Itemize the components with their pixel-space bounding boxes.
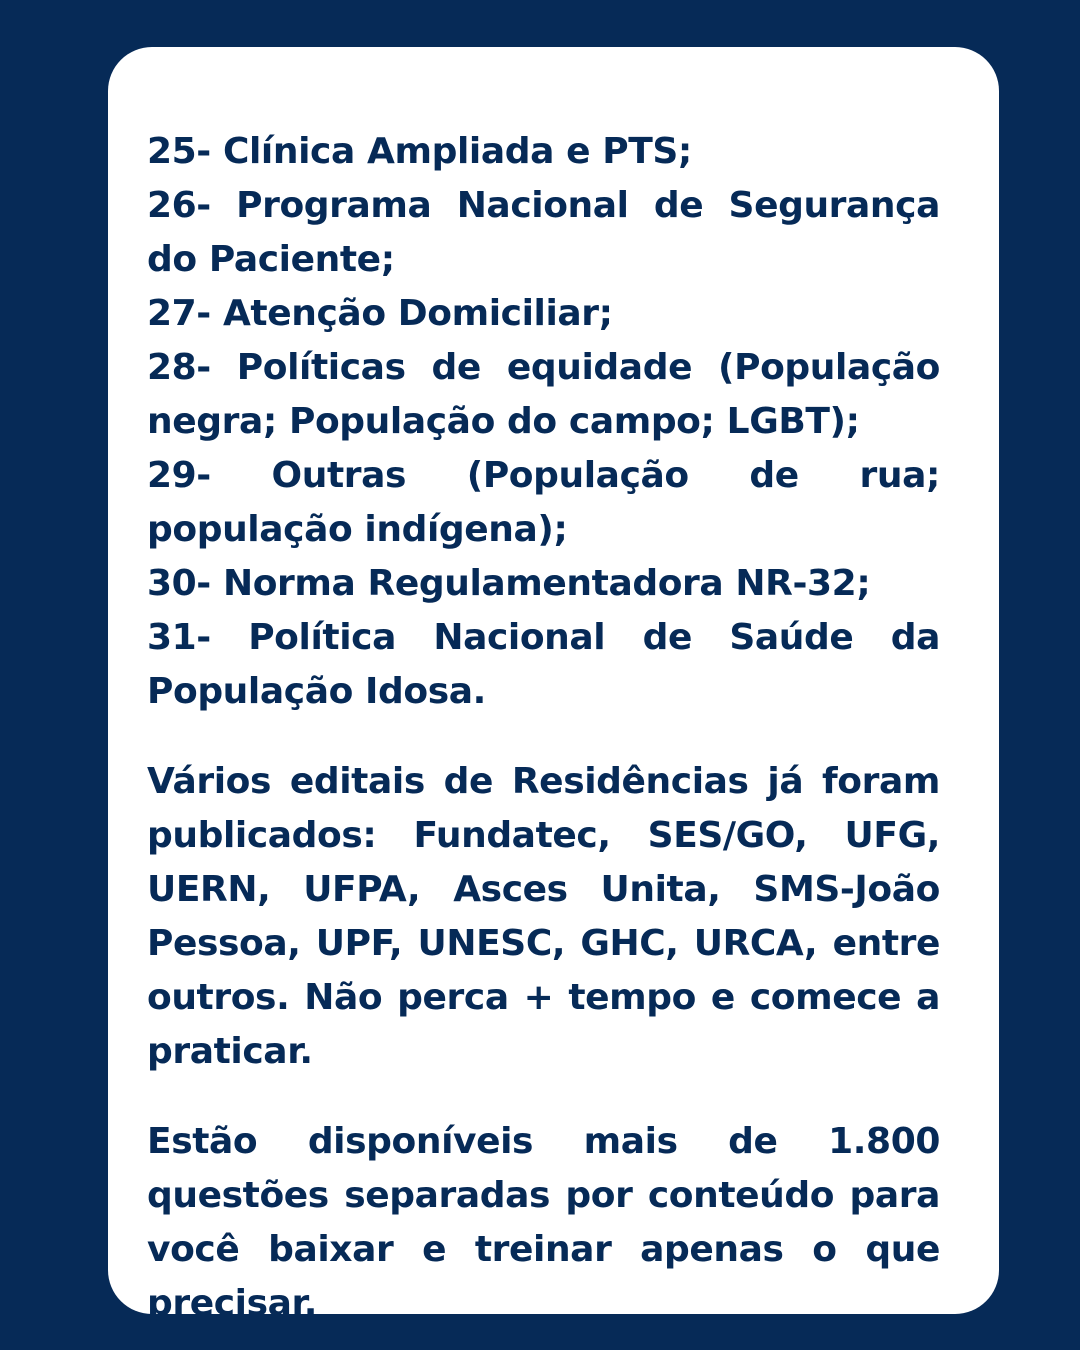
list-item-26: 26- Programa Nacional de Segurança do Paciente; xyxy=(147,185,940,280)
list-item-30: 30- Norma Regulamentadora NR-32; xyxy=(147,563,871,604)
list-item-25: 25- Clínica Ampliada e PTS; xyxy=(147,131,692,172)
list-item-27: 27- Atenção Domiciliar; xyxy=(147,293,613,334)
content-text xyxy=(147,125,940,1331)
list-item-28: 28- Políticas de equidade (População negra; População do campo; LGBT); xyxy=(147,347,940,442)
list-item-29: 29- Outras (População de rua; população indígena); xyxy=(147,455,940,550)
editais-paragraph: Vários editais de Residências já foram publicados: Fundatec, SES/GO, UFG, UERN, UFPA, Asces Unita, SMS-João Pessoa, UPF, UNESC, GHC, URCA, entre outros. Não perca + tempo e comece a praticar. xyxy=(147,761,940,1072)
content-card xyxy=(108,47,999,1324)
questoes-paragraph: Estão disponíveis mais de 1.800 questões separadas por conteúdo para você baixar e treinar apenas o que precisar. xyxy=(147,1121,940,1324)
list-item-31: 31- Política Nacional de Saúde da População Idosa. xyxy=(147,617,940,712)
